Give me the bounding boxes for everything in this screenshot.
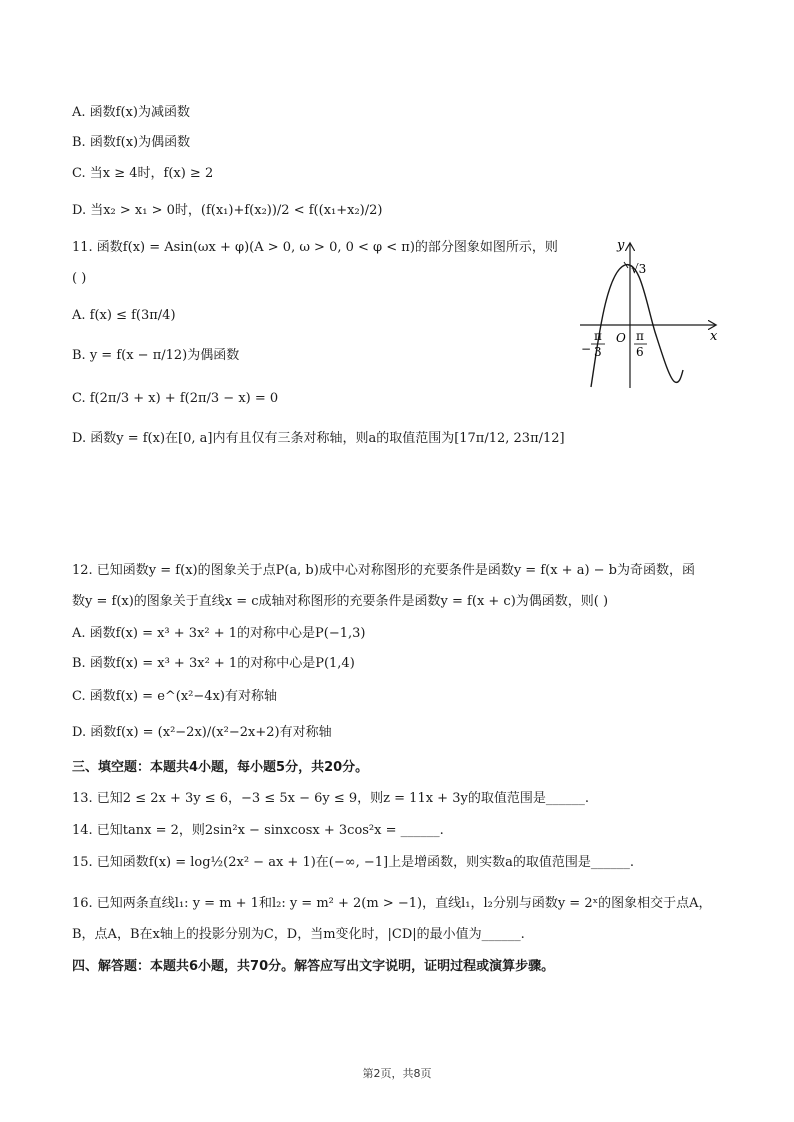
q11-paren: ( ) [72,271,87,286]
q10-option-c: C. 当x ≥ 4时，f(x) ≥ 2 [72,166,214,181]
q14: 14. 已知tanx = 2，则2sin²x − sinxcosx + 3cos²x = ______. [72,823,444,838]
pos-tick-denominator: 6 [636,345,644,359]
neg-tick-sign: − [581,342,592,356]
q15: 15. 已知函数f(x) = log½(2x² − ax + 1)在(−∞, −1]上是增函数，则实数a的取值范围是______. [72,855,634,870]
peak-label: √3 [631,262,647,276]
pos-tick-numerator: π [636,329,644,343]
q10-option-b: B. 函数f(x)为偶函数 [72,135,191,150]
neg-tick-numerator: π [594,329,602,343]
origin-label: O [616,331,626,345]
q12-stem-line2: 数y = f(x)的图象关于直线x = c成轴对称图形的充要条件是函数y = f(x + c)为偶函数，则( ) [72,594,609,609]
q12-option-a: A. 函数f(x) = x³ + 3x² + 1的对称中心是P(−1,3) [72,626,366,641]
y-axis-label: y [617,238,625,253]
page-footer: 第2页，共8页 [362,1067,432,1080]
q10-option-d: D. 当x₂ > x₁ > 0时，(f(x₁)+f(x₂))/2 < f((x₁+x₂)/2) [72,203,383,218]
q11-option-c: C. f(2π/3 + x) + f(2π/3 − x) = 0 [72,391,279,406]
q11-stem: 11. 函数f(x) = Asin(ωx + φ)(A > 0, ω > 0, 0 < φ < π)的部分图象如图所示，则 [72,240,558,255]
q12-stem-line1: 12. 已知函数y = f(x)的图象关于点P(a, b)成中心对称图形的充要条件是函数y = f(x + a) − b为奇函数，函 [72,563,695,578]
q16-line1: 16. 已知两条直线l₁: y = m + 1和l₂: y = m² + 2(m > −1)，直线l₁，l₂分别与函数y = 2ˣ的图象相交于点A， [72,896,712,911]
q11-option-b: B. y = f(x − π/12)为偶函数 [72,348,240,363]
q12-option-c: C. 函数f(x) = e^(x²−4x)有对称轴 [72,689,277,704]
q16-line2: B，点A，B在x轴上的投影分别为C，D，当m变化时，|CD|的最小值为______. [72,927,525,942]
q11-sine-graph [570,232,730,392]
q11-option-d: D. 函数y = f(x)在[0, a]内有且仅有三条对称轴，则a的取值范围为[17π/12, 23π/12] [72,431,565,446]
neg-tick-denominator: 3 [594,345,602,359]
q12-option-b: B. 函数f(x) = x³ + 3x² + 1的对称中心是P(1,4) [72,656,355,671]
sine-curve [591,265,683,387]
q10-option-a: A. 函数f(x)为减函数 [72,105,190,120]
x-axis-label: x [710,329,718,344]
q12-option-d: D. 函数f(x) = (x²−2x)/(x²−2x+2)有对称轴 [72,725,332,740]
q11-option-a: A. f(x) ≤ f(3π/4) [72,308,176,323]
section-4-heading: 四、解答题：本题共6小题，共70分。解答应写出文字说明，证明过程或演算步骤。 [72,959,555,974]
q13: 13. 已知2 ≤ 2x + 3y ≤ 6，−3 ≤ 5x − 6y ≤ 9，则z = 11x + 3y的取值范围是______. [72,791,589,806]
section-3-heading: 三、填空题：本题共4小题，每小题5分，共20分。 [72,760,369,775]
